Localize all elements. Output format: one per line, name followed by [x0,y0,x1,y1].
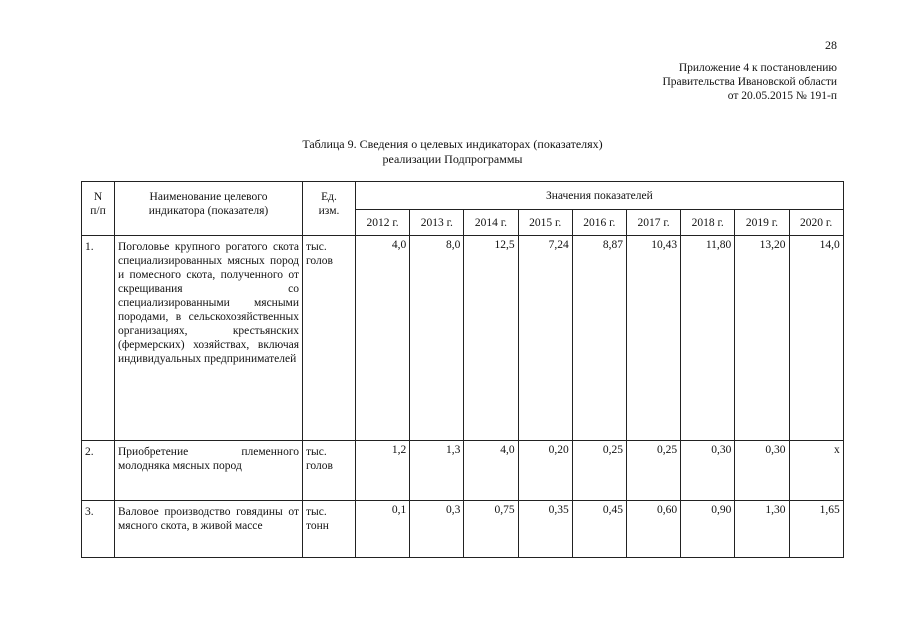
value-cell: 0,45 [572,501,626,558]
value-cell: 0,60 [626,501,680,558]
table-title-line: реализации Подпрограммы [382,152,523,166]
value-cell: 8,0 [410,236,464,441]
page-number: 28 [825,38,837,52]
table-title [0,137,905,167]
unit: тыс. голов [303,236,356,441]
value-cell: 0,1 [356,501,410,558]
header-number: N п/п [82,182,115,236]
header-values: Значения показателей [356,182,844,210]
header-year: 2019 г. [735,210,789,236]
header-year: 2014 г. [464,210,518,236]
header-year: 2013 г. [410,210,464,236]
row-number: 1. [82,236,115,441]
value-cell: 4,0 [356,236,410,441]
value-cell: 1,2 [356,441,410,501]
value-cell: 1,30 [735,501,789,558]
table-row [82,236,844,441]
row-number: 3. [82,501,115,558]
appendix-line: Правительства Ивановской области [662,76,837,88]
appendix-line: от 20.05.2015 № 191-п [727,90,837,102]
table-row [82,501,844,558]
value-cell: 0,75 [464,501,518,558]
value-cell: 0,25 [572,441,626,501]
value-cell: 0,90 [681,501,735,558]
value-cell: 10,43 [626,236,680,441]
value-cell: 12,5 [464,236,518,441]
header-year: 2015 г. [518,210,572,236]
indicator-name: Приобретение племенного молодняка мясных пород [115,441,303,501]
value-cell: х [789,441,843,501]
header-year: 2012 г. [356,210,410,236]
header-year: 2020 г. [789,210,843,236]
value-cell: 1,65 [789,501,843,558]
value-cell: 0,35 [518,501,572,558]
indicators-table [81,181,844,558]
header-year: 2016 г. [572,210,626,236]
value-cell: 11,80 [681,236,735,441]
table-title-line: Таблица 9. Сведения о целевых индикаторах (показателях) [302,137,603,151]
value-cell: 4,0 [464,441,518,501]
value-cell: 0,20 [518,441,572,501]
unit: тыс. голов [303,441,356,501]
indicator-name: Валовое производство говядины от мясного скота, в живой массе [115,501,303,558]
appendix-note [662,61,837,103]
header-year: 2018 г. [681,210,735,236]
indicator-name: Поголовье крупного рогатого скота специализированных мясных пород и помесного скота, полученного от скрещивания со специализированными мясными породами, в сельскохозяйственных организациях, крестьянских (фермерских) хозяйствах, включая индивидуальных предпринимателей [115,236,303,441]
header-year: 2017 г. [626,210,680,236]
value-cell: 0,3 [410,501,464,558]
value-cell: 0,25 [626,441,680,501]
value-cell: 1,3 [410,441,464,501]
value-cell: 14,0 [789,236,843,441]
value-cell: 13,20 [735,236,789,441]
value-cell: 0,30 [681,441,735,501]
table-row [82,441,844,501]
row-number: 2. [82,441,115,501]
header-indicator-name: Наименование целевого индикатора (показателя) [115,182,303,236]
appendix-line: Приложение 4 к постановлению [678,62,837,74]
unit: тыс. тонн [303,501,356,558]
header-unit: Ед. изм. [303,182,356,236]
value-cell: 8,87 [572,236,626,441]
value-cell: 7,24 [518,236,572,441]
value-cell: 0,30 [735,441,789,501]
